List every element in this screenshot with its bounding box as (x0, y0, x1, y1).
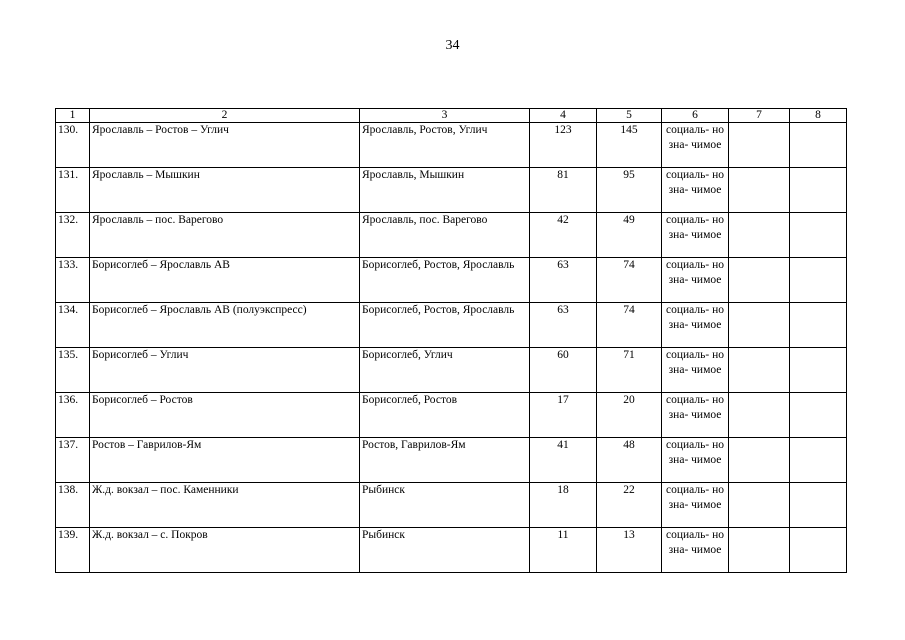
distance-value-2: 71 (597, 348, 662, 393)
table-row (56, 168, 847, 213)
table-row (56, 303, 847, 348)
empty-cell (790, 303, 847, 348)
distance-value-2: 95 (597, 168, 662, 213)
empty-cell (790, 438, 847, 483)
route-name: Борисоглеб – Углич (90, 348, 360, 393)
empty-cell (729, 483, 790, 528)
distance-value: 81 (530, 168, 597, 213)
table-row (56, 528, 847, 573)
distance-value: 17 (530, 393, 597, 438)
distance-value-2: 49 (597, 213, 662, 258)
table-row (56, 438, 847, 483)
empty-cell (790, 213, 847, 258)
row-number: 131. (56, 168, 90, 213)
header-cell: 7 (729, 109, 790, 123)
route-settlements: Борисоглеб, Ростов, Ярославль (360, 258, 530, 303)
empty-cell (729, 528, 790, 573)
route-category: социаль- но зна- чимое (662, 348, 729, 393)
empty-cell (790, 528, 847, 573)
row-number: 135. (56, 348, 90, 393)
table-row (56, 483, 847, 528)
route-name: Борисоглеб – Ярославль АВ (полуэкспресс) (90, 303, 360, 348)
distance-value-2: 20 (597, 393, 662, 438)
empty-cell (729, 213, 790, 258)
route-settlements: Борисоглеб, Ростов (360, 393, 530, 438)
empty-cell (729, 393, 790, 438)
route-category: социаль- но зна- чимое (662, 393, 729, 438)
route-name: Ж.д. вокзал – с. Покров (90, 528, 360, 573)
route-category: социаль- но зна- чимое (662, 303, 729, 348)
distance-value-2: 145 (597, 123, 662, 168)
route-settlements: Ярославль, пос. Варегово (360, 213, 530, 258)
route-settlements: Ярославль, Мышкин (360, 168, 530, 213)
empty-cell (790, 168, 847, 213)
distance-value: 63 (530, 303, 597, 348)
page-number: 34 (445, 38, 460, 53)
row-number: 130. (56, 123, 90, 168)
header-cell: 5 (597, 109, 662, 123)
route-name: Ростов – Гаврилов-Ям (90, 438, 360, 483)
distance-value-2: 74 (597, 258, 662, 303)
header-cell: 8 (790, 109, 847, 123)
empty-cell (790, 393, 847, 438)
route-settlements: Рыбинск (360, 528, 530, 573)
distance-value: 11 (530, 528, 597, 573)
route-name: Ярославль – Ростов – Углич (90, 123, 360, 168)
empty-cell (729, 348, 790, 393)
distance-value-2: 48 (597, 438, 662, 483)
empty-cell (729, 258, 790, 303)
empty-cell (729, 123, 790, 168)
distance-value: 42 (530, 213, 597, 258)
route-category: социаль- но зна- чимое (662, 528, 729, 573)
row-number: 133. (56, 258, 90, 303)
empty-cell (790, 258, 847, 303)
route-name: Борисоглеб – Ростов (90, 393, 360, 438)
header-cell: 3 (360, 109, 530, 123)
header-cell: 6 (662, 109, 729, 123)
route-settlements: Рыбинск (360, 483, 530, 528)
distance-value: 41 (530, 438, 597, 483)
route-settlements: Ярославль, Ростов, Углич (360, 123, 530, 168)
route-category: социаль- но зна- чимое (662, 123, 729, 168)
row-number: 139. (56, 528, 90, 573)
header-row (56, 109, 847, 123)
route-settlements: Борисоглеб, Углич (360, 348, 530, 393)
route-category: социаль- но зна- чимое (662, 438, 729, 483)
empty-cell (729, 168, 790, 213)
header-cell: 2 (90, 109, 360, 123)
table-row (56, 213, 847, 258)
route-category: социаль- но зна- чимое (662, 213, 729, 258)
table-row (56, 348, 847, 393)
row-number: 134. (56, 303, 90, 348)
empty-cell (729, 438, 790, 483)
route-name: Борисоглеб – Ярославль АВ (90, 258, 360, 303)
distance-value: 18 (530, 483, 597, 528)
empty-cell (790, 483, 847, 528)
distance-value: 123 (530, 123, 597, 168)
table-row (56, 123, 847, 168)
distance-value-2: 22 (597, 483, 662, 528)
row-number: 138. (56, 483, 90, 528)
route-category: социаль- но зна- чимое (662, 483, 729, 528)
empty-cell (790, 123, 847, 168)
table-row (56, 258, 847, 303)
route-name: Ярославль – пос. Варегово (90, 213, 360, 258)
header-cell: 1 (56, 109, 90, 123)
route-category: социаль- но зна- чимое (662, 258, 729, 303)
distance-value-2: 74 (597, 303, 662, 348)
row-number: 136. (56, 393, 90, 438)
route-settlements: Ростов, Гаврилов-Ям (360, 438, 530, 483)
table-row (56, 393, 847, 438)
route-settlements: Борисоглеб, Ростов, Ярославль (360, 303, 530, 348)
route-name: Ж.д. вокзал – пос. Каменники (90, 483, 360, 528)
row-number: 132. (56, 213, 90, 258)
empty-cell (729, 303, 790, 348)
header-cell: 4 (530, 109, 597, 123)
distance-value: 60 (530, 348, 597, 393)
route-category: социаль- но зна- чимое (662, 168, 729, 213)
route-name: Ярославль – Мышкин (90, 168, 360, 213)
distance-value-2: 13 (597, 528, 662, 573)
empty-cell (790, 348, 847, 393)
routes-table (55, 108, 847, 573)
distance-value: 63 (530, 258, 597, 303)
row-number: 137. (56, 438, 90, 483)
